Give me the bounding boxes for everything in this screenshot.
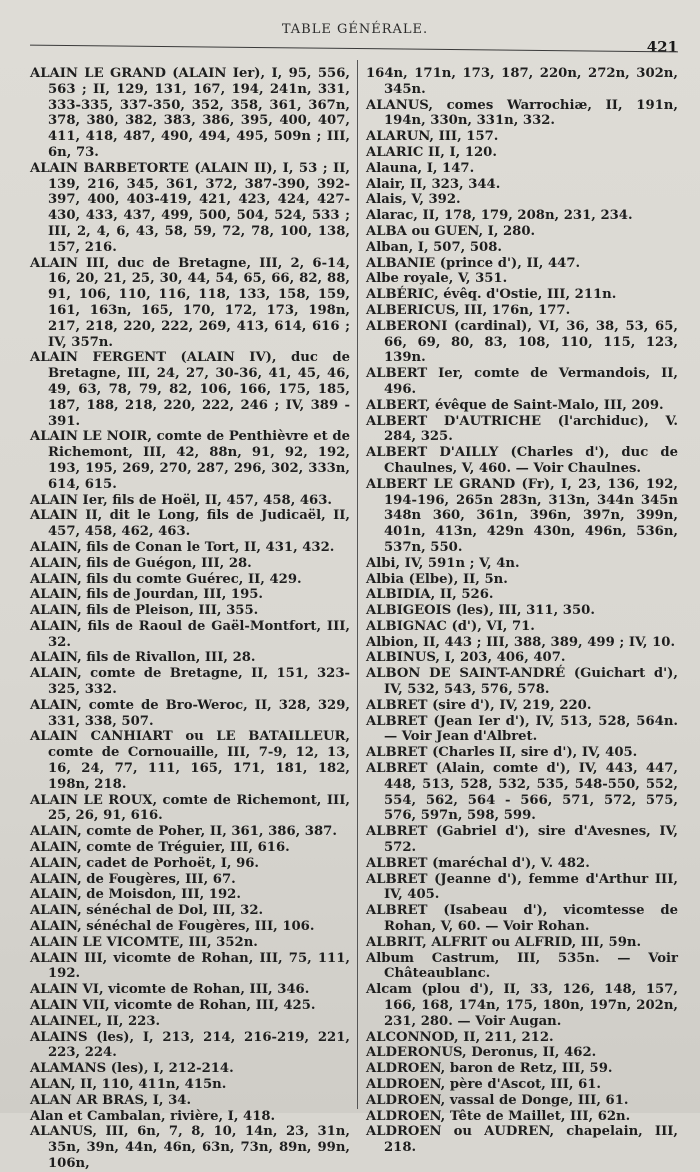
index-entry: ALAIN, comte de Bro-Weroc, II, 328, 329, 331, 338, 507. (30, 697, 350, 729)
index-entry: ALBÉRIC, évêq. d'Ostie, III, 211n. (366, 287, 617, 303)
index-entry: ALAIN, sénéchal de Dol, III, 32. (30, 903, 264, 919)
index-entry: ALDROEN ou AUDREN, chapelain, III, 218. (366, 1124, 678, 1156)
index-entry: Alarac, II, 178, 179, 208n, 231, 234. (366, 208, 633, 224)
index-entry: ALAIN LE NOIR, comte de Penthièvre et de Richemont, III, 42, 88n, 91, 92, 192, 193, 195, 269, 270, 287, 296, 302, 333n, 614, 615. (30, 429, 350, 492)
index-entry: ALAN AR BRAS, I, 34. (30, 1092, 192, 1108)
index-entry: ALAIN III, vicomte de Rohan, III, 75, 111, 192. (30, 950, 350, 982)
index-entry: ALAN, II, 110, 411n, 415n. (30, 1077, 227, 1092)
index-entry: Alcam (plou d'), II, 33, 126, 148, 157, 166, 168, 174n, 175, 180n, 197n, 202n, 231, 280. — Voir Augan. (366, 982, 678, 1029)
index-entry: ALBIDIA, II, 526. (366, 587, 494, 603)
index-entry: ALBIGEOIS (les), III, 311, 350. (366, 603, 595, 619)
index-entry: ALBIGNAC (d'), VI, 71. (366, 618, 535, 634)
index-entry: ALBRET (Gabriel d'), sire d'Avesnes, IV, 572. (366, 824, 678, 856)
index-entry: ALBERT, évêque de Saint-Malo, III, 209. (366, 397, 664, 413)
index-entry: Alair, II, 323, 344. (366, 176, 501, 192)
index-entry: ALBERICUS, III, 176n, 177. (366, 302, 571, 318)
index-entry: Albe royale, V, 351. (366, 271, 508, 287)
index-entry: ALBERT LE GRAND (Fr), I, 23, 136, 192, 194-196, 265n 283n, 313n, 344n 345n 348n 360, 361n, 396n, 397n, 399n, 401n, 413n, 429n 430n, 496n, 536n, 537n, 550. (366, 476, 678, 555)
index-entry: ALBERT D'AUTRICHE (l'archiduc), V. 284, 325. (366, 413, 678, 445)
index-entry: Albion, II, 443 ; III, 388, 389, 499 ; IV, 10. (366, 634, 676, 650)
index-entry: ALDERONUS, Deronus, II, 462. (366, 1045, 597, 1061)
index-entry: Albia (Elbe), II, 5n. (366, 571, 508, 587)
index-entry: ALBRET (Jean Ier d'), IV, 513, 528, 564n. — Voir Jean d'Albret. (366, 713, 678, 745)
index-entry: ALBRET (Jeanne d'), femme d'Arthur III, IV, 405. (366, 871, 678, 903)
index-entry: ALAINEL, II, 223. (30, 1013, 161, 1029)
index-entry: ALCONNOD, II, 211, 212. (366, 1029, 554, 1045)
index-entry: ALAIN, de Fougères, III, 67. (30, 871, 236, 887)
index-entry: ALBERT Ier, comte de Vermandois, II, 496. (366, 366, 678, 397)
index-entry: ALDROEN, vassal de Donge, III, 61. (366, 1092, 629, 1108)
index-entry: ALAIN LE GRAND (ALAIN Ier), I, 95, 556, 563 ; II, 129, 131, 167, 194, 241n, 331, 333-335, 337-350, 352, 358, 361, 367n, 378, 380, 382, 383, 386, 395, 400, 407, 411, 418, 487, 490, 494, 495, 509n ; III, 6n, 73. (30, 66, 350, 160)
index-entry: ALAIN III, duc de Bretagne, III, 2, 6-14, 16, 20, 21, 25, 30, 44, 54, 65, 66, 82, 88, 91, 106, 110, 116, 118, 133, 158, 159, 161, 163n, 165, 170, 172, 173, 198n, 217, 218, 220, 222, 269, 413, 614, 616 ; IV, 357n. (30, 255, 350, 350)
index-entry: ALAIN, comte de Poher, II, 361, 386, 387. (30, 824, 337, 840)
index-entry: ALAIN, sénéchal de Fougères, III, 106. (30, 919, 315, 935)
left-column (30, 66, 350, 1171)
index-entry: ALAIN, cadet de Porhoët, I, 96. (30, 855, 260, 871)
index-entry: ALAIN, fils de Guégon, III, 28. (30, 555, 252, 571)
index-entry: ALAIN LE VICOMTE, III, 352n. (30, 934, 258, 950)
index-entry: ALAIN VII, vicomte de Rohan, III, 425. (30, 998, 316, 1014)
index-entry: Alais, V, 392. (366, 192, 461, 208)
index-entry: ALBANIE (prince d'), II, 447. (366, 255, 581, 271)
page-header (30, 18, 680, 56)
index-entry: ALBINUS, I, 203, 406, 407. (366, 650, 566, 666)
index-entry: ALARUN, III, 157. (366, 129, 499, 145)
index-entry: ALBRET (sire d'), IV, 219, 220. (366, 697, 592, 713)
index-entry: ALAIN, fils du comte Guérec, II, 429. (30, 571, 302, 587)
index-entry: ALAIN, fils de Jourdan, III, 195. (30, 587, 264, 603)
index-entry: ALDROEN, Tête de Maillet, III, 62n. (366, 1108, 631, 1124)
index-entry: ALAIN CANHIART ou LE BATAILLEUR, comte de Cornouaille, III, 7-9, 12, 13, 16, 24, 77, 111, 165, 171, 181, 182, 198n, 218. (30, 729, 350, 792)
index-entry: ALBRET (Charles II, sire d'), IV, 405. (366, 745, 638, 761)
index-entry: ALAIN II, dit le Long, fils de Judicaël, II, 457, 458, 462, 463. (30, 508, 350, 540)
index-entry: ALAIN, comte de Tréguier, III, 616. (30, 840, 290, 856)
index-entry: ALAIN FERGENT (ALAIN IV), duc de Bretagne, III, 24, 27, 30-36, 41, 45, 46, 49, 63, 78, 79, 82, 106, 166, 175, 185, 187, 188, 218, 220, 222, 246 ; IV, 389 - 391. (30, 350, 350, 429)
index-entry: Alan et Cambalan, rivière, I, 418. (30, 1108, 276, 1124)
index-entry: ALAIN, fils de Raoul de Gaël-Montfort, III, 32. (30, 618, 350, 650)
index-entry: ALBON DE SAINT-ANDRÉ (Guichart d'), IV, 532, 543, 576, 578. (366, 666, 678, 698)
index-entry: ALAINS (les), I, 213, 214, 216-219, 221, 223, 224. (30, 1029, 350, 1061)
index-entry: ALARIC II, I, 120. (366, 144, 497, 160)
column-divider (357, 60, 358, 1109)
index-entry: ALBERONI (cardinal), VI, 36, 38, 53, 65, 66, 69, 80, 83, 108, 110, 115, 123, 139n. (366, 318, 678, 366)
index-entry: ALANUS, III, 6n, 7, 8, 10, 14n, 23, 31n, 35n, 39n, 44n, 46n, 63n, 73n, 89n, 99n, 106n, (30, 1124, 350, 1171)
index-entry: ALAIN Ier, fils de Hoël, II, 457, 458, 463. (30, 492, 332, 508)
index-entry: ALAIN VI, vicomte de Rohan, III, 346. (30, 982, 310, 998)
index-entry: 164n, 171n, 173, 187, 220n, 272n, 302n, 345n. (366, 66, 678, 97)
index-entry: ALBA ou GUEN, I, 280. (366, 223, 536, 239)
index-entry: ALAIN LE ROUX, comte de Richemont, III, 25, 26, 91, 616. (30, 792, 350, 824)
right-column (366, 66, 678, 1156)
index-entry: Album Castrum, III, 535n. — Voir Châteaublanc. (366, 950, 678, 982)
index-entry: Alban, I, 507, 508. (366, 239, 502, 255)
index-entry: ALBRIT, ALFRIT ou ALFRID, III, 59n. (366, 934, 642, 950)
index-entry: Alauna, I, 147. (366, 160, 475, 176)
index-entry: ALAIN, fils de Pleison, III, 355. (30, 603, 259, 619)
index-entry: ALAIN, comte de Bretagne, II, 151, 323-325, 332. (30, 666, 350, 698)
running-title: TABLE GÉNÉRALE. (281, 22, 429, 37)
index-entry: ALBERT D'AILLY (Charles d'), duc de Chaulnes, V, 460. — Voir Chaulnes. (366, 445, 678, 476)
index-entry: ALAIN, fils de Conan le Tort, II, 431, 432. (30, 539, 335, 555)
index-entry: ALDROEN, père d'Ascot, III, 61. (366, 1077, 602, 1092)
page-number: 421 (646, 38, 678, 56)
index-entry: Albi, IV, 591n ; V, 4n. (366, 555, 520, 571)
index-entry: ALBRET (Alain, comte d'), IV, 443, 447, 448, 513, 528, 532, 535, 548-550, 552, 554, 562, 564 - 566, 571, 572, 575, 576, 597n, 598, 599. (366, 761, 678, 824)
index-entry: ALAIN, fils de Rivallon, III, 28. (30, 650, 256, 666)
index-entry: ALDROEN, baron de Retz, III, 59. (366, 1061, 613, 1077)
index-entry: ALANUS, comes Warrochiæ, II, 191n, 194n, 330n, 331n, 332. (366, 97, 678, 129)
index-entry: ALBRET (Isabeau d'), vicomtesse de Rohan, V, 60. — Voir Rohan. (366, 903, 678, 935)
index-entry: ALAMANS (les), I, 212-214. (30, 1061, 234, 1077)
index-entry: ALAIN BARBETORTE (ALAIN II), I, 53 ; II, 139, 216, 345, 361, 372, 387-390, 392-397, 400, 403-419, 421, 423, 424, 427-430, 433, 437, 499, 500, 504, 524, 533 ; III, 2, 4, 6, 43, 58, 59, 72, 78, 100, 138, 157, 216. (30, 160, 350, 255)
index-entry: ALBRET (maréchal d'), V. 482. (366, 855, 590, 871)
index-entry: ALAIN, de Moisdon, III, 192. (30, 887, 241, 903)
